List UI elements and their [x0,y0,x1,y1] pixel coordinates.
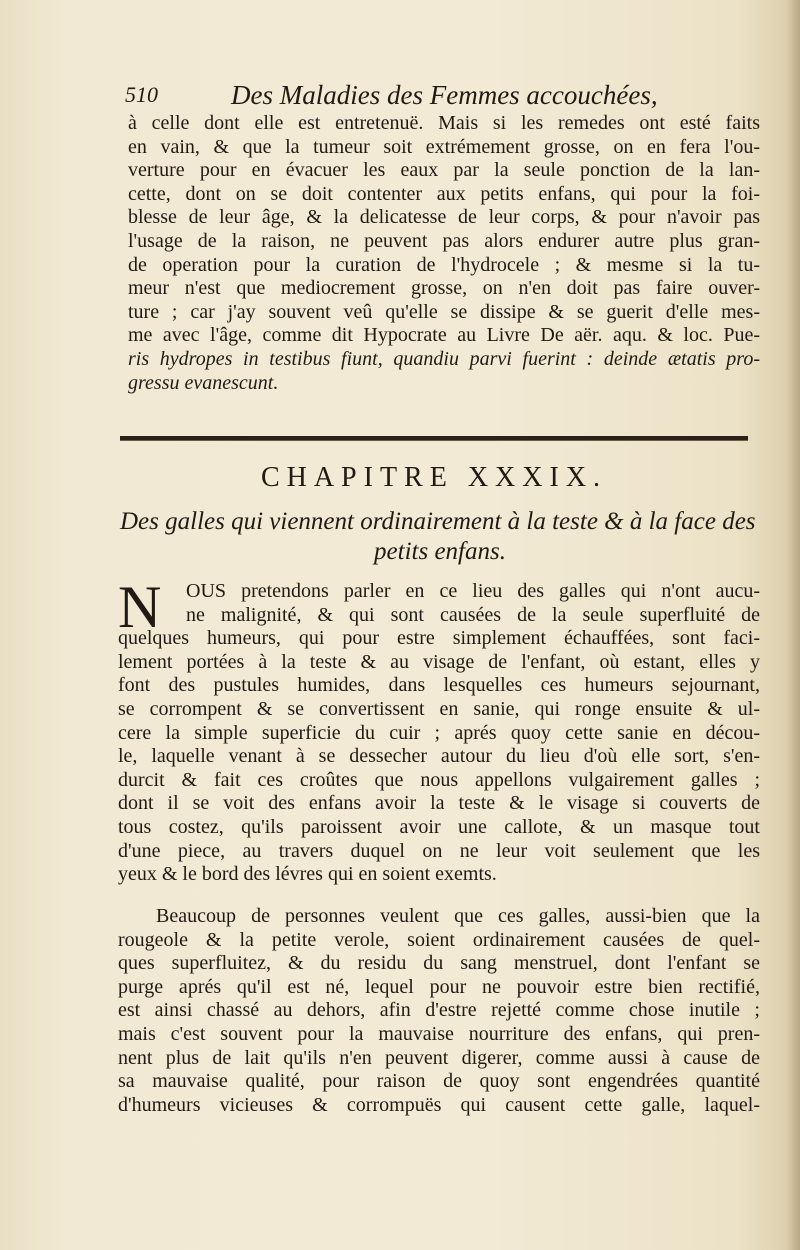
text-line: durcit & fait ces croûtes que nous appellons vulgairement galles ; [118,768,760,791]
text-line: blesse de leur âge, & la delicatesse de leur corps, & pour n'avoir pas [128,206,760,229]
drop-cap: N [118,574,162,640]
text-line: OUS pretendons parler en ce lieu des galles qui n'ont aucu- [186,580,760,602]
text-line: d'humeurs vicieuses & corrompuës qui causent cette galle, laquel- [118,1093,760,1116]
text-line: se corrompent & se convertissent en sanie, qui ronge ensuite & ul- [118,697,760,720]
text-line: lement portées à la teste & au visage de l'enfant, où estant, elles y [118,650,760,673]
page-number: 510 [125,82,158,107]
text-line: tous costez, qu'ils paroissent avoir une callote, & un masque tout [118,815,760,838]
text-line: à celle dont elle est entretenuë. Mais si les remedes ont esté faits [128,112,760,134]
paragraph-2 [118,574,760,887]
chapter-title-line: petits enfans. [374,538,506,565]
latin-quote-line: gressu evanescunt. [128,371,279,394]
text-line: le, laquelle venant à se dessecher autour du lieu d'où elle sort, s'en- [118,745,760,768]
text-line: sa mauvaise qualité, pour raison de quoy sont engendrées quantité [118,1070,760,1093]
text-line: yeux & le bord des lévres qui en soient exemts. [118,863,497,886]
running-title: Des Maladies des Femmes accouchées, [231,80,658,110]
text-line: en vain, & que la tumeur soit extrémement grosse, on en fera l'ou- [128,135,760,158]
text-line: l'usage de la raison, ne peuvent pas alors endurer autre plus gran- [128,229,760,252]
text-line: quelques humeurs, qui pour estre simplement échauffées, sont faci- [118,627,760,650]
text-line: purge aprés qu'il est né, lequel pour ne pouvoir estre bien rectifié, [118,975,760,998]
text-line: d'une piece, au travers duquel on ne leur voit seulement que les [118,839,760,862]
paragraph-3 [118,905,760,1117]
section-rule [120,436,748,441]
text-line: ture ; car j'ay souvent veû qu'elle se dissipe & se guerit d'elle mes- [128,300,760,323]
text-line: est ainsi chassé au dehors, afin d'estre rejetté comme chose inutile ; [118,999,760,1022]
text-line: font des pustules humides, dans lesquelles ces humeurs sejournant, [118,674,760,697]
text-line: nent plus de lait qu'ils n'en peuvent digerer, comme aussi à cause de [118,1046,760,1069]
latin-quote-line: ris hydropes in testibus fiunt, quandiu parvi fuerint : deinde ætatis pro- [128,347,760,370]
text-line: rougeole & la petite verole, soient ordinairement causées de quel- [118,928,760,951]
page-edge-shadow [786,0,800,1250]
text-line: meur n'est que mediocrement grosse, on n'en doit pas faire ouver- [128,277,760,300]
text-line: dont il se voit des enfans avoir la teste & le visage si couverts de [118,792,760,815]
text-line: ne malignité, & qui sont causées de la seule superfluité de [186,603,760,626]
chapter-heading: CHAPITRE XXXIX. [260,462,608,493]
text-line: cere la simple superficie du cuir ; aprés quoy cette sanie en décou- [118,721,760,744]
text-line: me avec l'âge, comme dit Hypocrate au Livre De aër. aqu. & loc. Pue- [128,324,760,347]
text-line: de operation pour la curation de l'hydrocele ; & mesme si la tu- [128,253,760,276]
text-line: Beaucoup de personnes veulent que ces galles, aussi-bien que la [156,905,760,927]
paragraph-1 [128,112,760,395]
text-line: mais c'est souvent pour la mauvaise nourriture des enfans, qui pren- [118,1022,760,1045]
text-line: cette, dont on se doit contenter aux petits enfans, qui pour la foi- [128,182,760,205]
page-header [125,80,765,110]
text-line: verture pour en évacuer les eaux par la seule ponction de la lan- [128,159,760,182]
chapter-title [120,507,760,567]
text-line: ques superfluitez, & du residu du sang menstruel, dont l'enfant se [118,952,760,975]
chapter-title-line: Des galles qui viennent ordinairement à la teste & à la face des [120,508,756,535]
